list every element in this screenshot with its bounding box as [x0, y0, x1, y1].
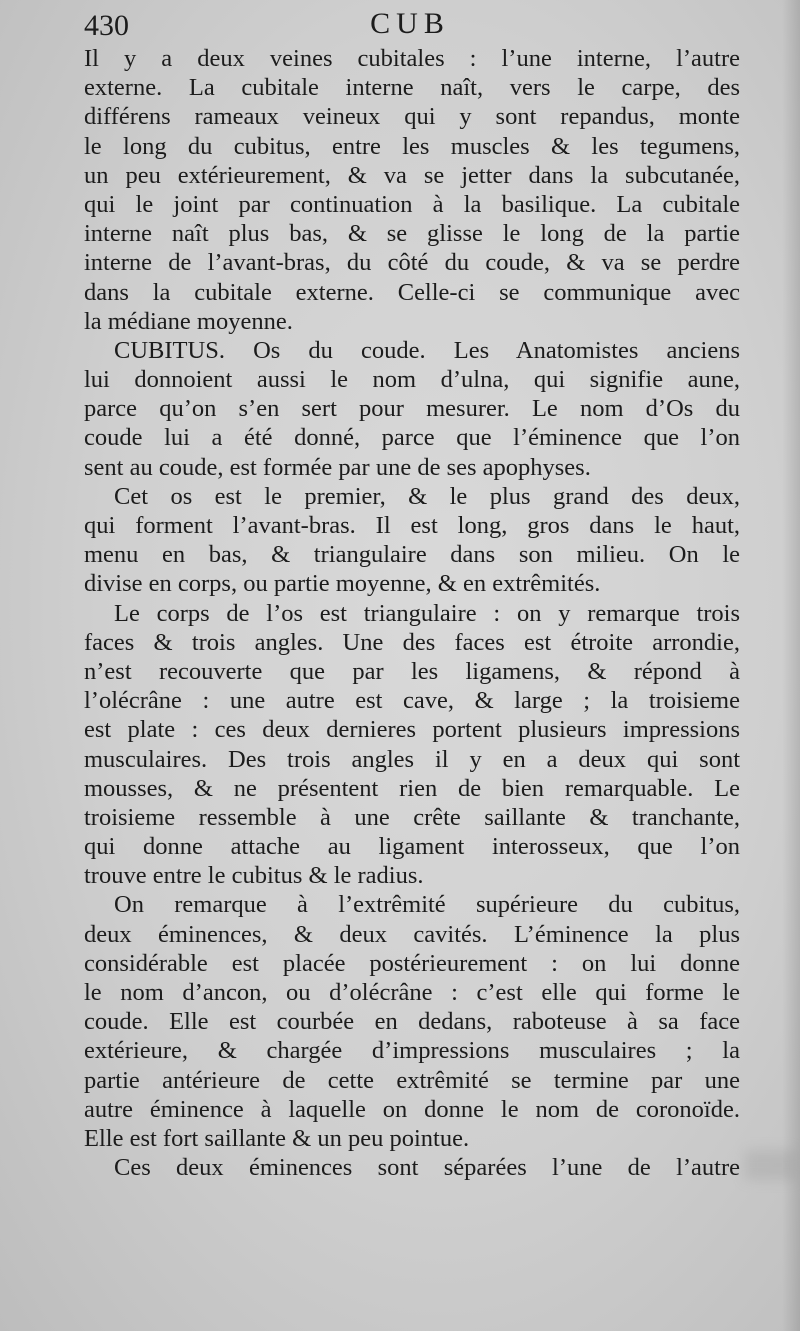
text-line: est plate : ces deux dernieres portent plusieurs impressions [84, 716, 740, 744]
text-line: parce qu’on s’en sert pour mesurer. Le nom d’Os du [84, 395, 740, 423]
text-line: le long du cubitus, entre les muscles & les tegumens, [84, 132, 740, 160]
text-line: qui forment l’avant-bras. Il est long, gros dans le haut, [84, 512, 740, 539]
text-line: coude lui a été donné, parce que l’éminence que l’on [84, 424, 740, 452]
text-line: musculaires. Des trois angles il y en a deux qui sont [84, 745, 740, 773]
running-head: CUB [370, 7, 450, 40]
text-line: divise en corps, ou partie moyenne, & en extrêmités. [84, 570, 601, 598]
text-line: la médiane moyenne. [84, 307, 293, 335]
text-line: Elle est fort saillante & un peu pointue. [84, 1124, 470, 1152]
page-number: 430 [84, 9, 129, 42]
text-line: faces & trois angles. Une des faces est étroite arrondie, [84, 628, 740, 656]
text-line: menu en bas, & triangulaire dans son milieu. On le [84, 541, 740, 569]
text-line: trouve entre le cubitus & le radius. [84, 862, 424, 890]
text-line: Cet os est le premier, & le plus grand des deux, [114, 482, 740, 510]
text-line: interne naît plus bas, & se glisse le long de la partie [84, 220, 740, 248]
text-line: l’olécrâne : une autre est cave, & large ; la troisieme [84, 687, 740, 715]
text-line: troisieme ressemble à une crête saillante & tranchante, [84, 803, 740, 831]
text-line: externe. La cubitale interne naît, vers le carpe, des [84, 74, 740, 102]
text-line: qui donne attache au ligament interosseux, que l’on [84, 833, 740, 861]
text-line: CUBITUS. Os du coude. Les Anatomistes anciens [114, 336, 740, 364]
text-line: mousses, & ne présentent rien de bien remarquable. Le [84, 774, 740, 802]
text-line: différens rameaux veineux qui y sont repandus, monte [84, 103, 740, 131]
text-line: interne de l’avant-bras, du côté du coude, & va se perdre [84, 249, 740, 277]
text-line: extérieure, & chargée d’impressions musculaires ; la [84, 1037, 740, 1065]
text-line: deux éminences, & deux cavités. L’éminence la plus [84, 920, 740, 948]
text-line: le nom d’ancon, ou d’olécrâne : c’est elle qui forme le [84, 979, 740, 1006]
text-line: Il y a deux veines cubitales : l’une interne, l’autre [84, 45, 740, 72]
text-line: autre éminence à laquelle on donne le nom de coronoïde. [84, 1095, 740, 1123]
text-line: n’est recouverte que par les ligamens, & répond à [84, 657, 740, 685]
text-line: Le corps de l’os est triangulaire : on y remarque trois [114, 599, 740, 627]
text-line: lui donnoient aussi le nom d’ulna, qui signifie aune, [84, 366, 740, 394]
text-line: coude. Elle est courbée en dedans, raboteuse à sa face [84, 1008, 740, 1036]
text-line: sent au coude, est formée par une de ses apophyses. [84, 453, 591, 481]
text-line: considérable est placée postérieurement : on lui donne [84, 949, 740, 977]
text-line: On remarque à l’extrêmité supérieure du cubitus, [114, 891, 740, 919]
body-text [84, 44, 740, 1182]
text-line: un peu extérieurement, & va se jetter dans la subcutanée, [84, 161, 740, 189]
page-edge-shadow [782, 0, 800, 1331]
text-line: qui le joint par continuation à la basilique. La cubitale [84, 190, 740, 218]
text-line: partie antérieure de cette extrêmité se termine par une [84, 1066, 740, 1094]
text-line: dans la cubitale externe. Celle-ci se communique avec [84, 278, 740, 306]
text-line: Ces deux éminences sont séparées l’une de l’autre [114, 1154, 740, 1182]
